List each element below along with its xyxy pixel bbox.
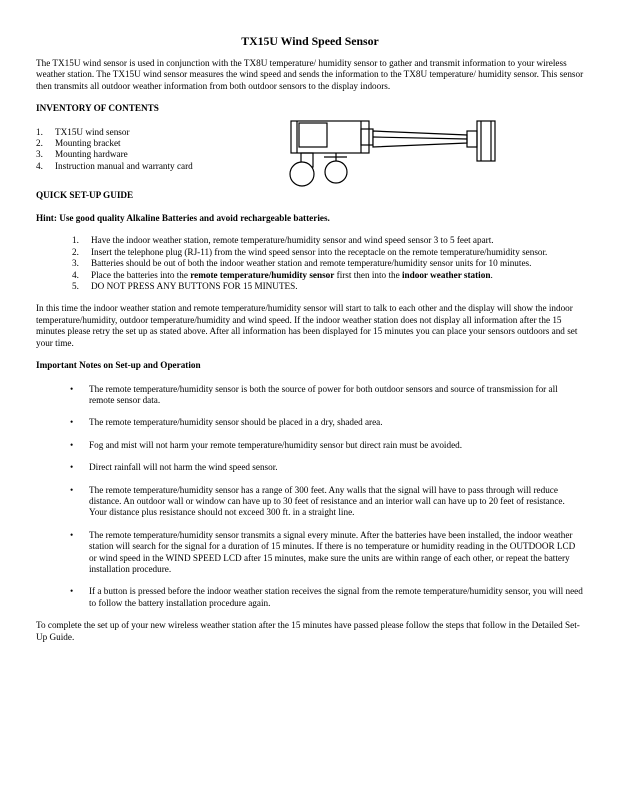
bullet-icon: • [70, 439, 74, 450]
notes-list [70, 384, 584, 610]
bullet-icon: • [70, 529, 74, 540]
setup-step: 1. Have the indoor weather station, remote temperature/humidity sensor and wind speed sensor 3 to 5 feet apart. [72, 235, 494, 246]
setup-step: 5. DO NOT PRESS ANY BUTTONS FOR 15 MINUTES. [72, 281, 298, 292]
quick-setup-heading: QUICK SET-UP GUIDE [36, 189, 134, 200]
bullet-icon: • [70, 462, 74, 473]
note-item: • Fog and mist will not harm your remote temperature/humidity sensor but direct rain must be avoided. [70, 439, 463, 450]
bullet-icon: • [70, 383, 74, 394]
setup-step: 4. Place the batteries into the remote temperature/humidity sensor first then into the indoor weather station. [72, 269, 493, 280]
inventory-section [36, 127, 584, 177]
closing-paragraph: To complete the set up of your new wireless weather station after the 15 minutes have passed please follow the steps that follow in the Detailed Set-Up Guide. [36, 620, 580, 642]
inventory-item: 3. Mounting hardware [36, 149, 128, 160]
setup-step: 2. Insert the telephone plug (RJ-11) from the wind speed sensor into the receptacle on the remote temperature/humidity sensor. [72, 246, 548, 257]
inventory-heading: INVENTORY OF CONTENTS [36, 103, 159, 114]
inventory-item: 2. Mounting bracket [36, 138, 121, 149]
inventory-item: 4. Instruction manual and warranty card [36, 160, 193, 171]
note-item: • The remote temperature/humidity sensor transmits a signal every minute. After the batteries have been installed, the indoor weather station will search for the signal for a duration of 15 minutes. If there is no temperature or humidity reading in the OUTDOOR LCD or wind speed in the WIND SPEED LCD after 15 minutes, make sure the units are within range of each other, or repeat the battery installation procedure. [70, 529, 576, 574]
note-item: • Direct rainfall will not harm the wind speed sensor. [70, 462, 278, 473]
wind-sensor-illustration [289, 119, 539, 189]
bullet-icon: • [70, 586, 74, 597]
inventory-item: 1. TX15U wind sensor [36, 126, 130, 137]
bullet-icon: • [70, 417, 74, 428]
battery-hint: Hint: Use good quality Alkaline Batteries and avoid rechargeable batteries. [36, 213, 330, 224]
setup-after-paragraph: In this time the indoor weather station and remote temperature/humidity sensor will start to talk to each other and the display will show the indoor temperature/humidity, outdoor temperature/humidity and wind speed. If the indoor weather station does not display all information after the 15 minutes please retry the set up as stated above. After all information has been displayed for 15 minutes you can place your sensors outdoors and set your time. [36, 303, 578, 348]
document-title: TX15U Wind Speed Sensor [241, 34, 379, 48]
notes-heading: Important Notes on Set-up and Operation [36, 360, 201, 371]
note-item: • The remote temperature/humidity sensor should be placed in a dry, shaded area. [70, 417, 383, 428]
document-page [36, 34, 584, 643]
setup-step: 3. Batteries should be out of both the indoor weather station and remote temperature/humidity sensor units for 10 minutes. [72, 258, 532, 269]
bold-remote-sensor: remote temperature/humidity sensor [190, 269, 335, 280]
note-item: • If a button is pressed before the indoor weather station receives the signal from the remote temperature/humidity sensor, you will need to follow the battery installation procedure again. [70, 586, 583, 608]
bold-indoor-station: indoor weather station [401, 269, 491, 280]
setup-steps [72, 235, 584, 292]
intro-paragraph: The TX15U wind sensor is used in conjunction with the TX8U temperature/ humidity sensor to gather and transmit information to your wireless weather station. The TX15U wind sensor measures the wind speed and sends the information to the TX8U temperature/ humidity sensor. This sensor then transmits all outdoor weather information from both outdoor sensors to the display indoors. [36, 58, 584, 91]
bullet-icon: • [70, 484, 74, 495]
note-item: • The remote temperature/humidity sensor is both the source of power for both outdoor sensors and source of transmission for all remote sensor data. [70, 383, 558, 405]
note-item: • The remote temperature/humidity sensor has a range of 300 feet. Any walls that the signal will have to pass through will reduce distance. An outdoor wall or window can have up to 30 feet of resistance and an interior wall can have up to 20 feet of resistance. Your distance plus resistance should not exceed 300 ft. in a straight line. [70, 484, 565, 518]
